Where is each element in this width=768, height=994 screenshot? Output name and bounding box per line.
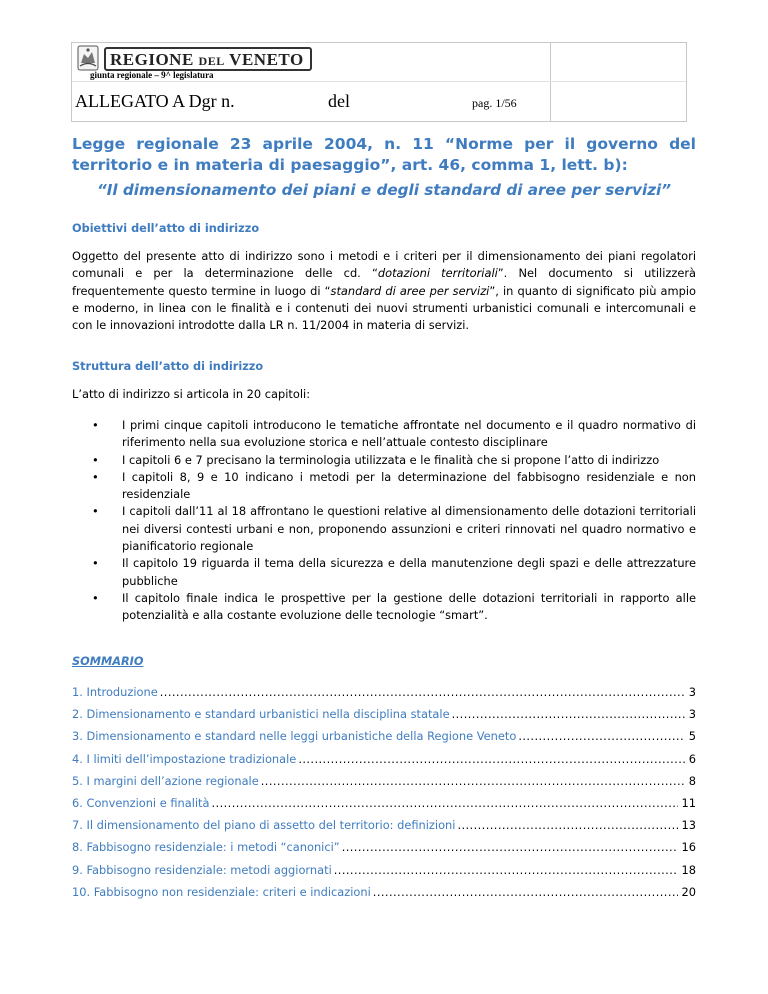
paragraph-emphasis: standard di aree per servizi (330, 283, 490, 298)
bullet-icon: • (92, 556, 99, 571)
toc-entry-title[interactable]: 10. Fabbisogno non residenziale: criteri e indicazioni (72, 884, 371, 899)
toc-entry-title[interactable]: 2. Dimensionamento e standard urbanistici nella disciplina statale (72, 707, 450, 722)
toc-leader (373, 885, 678, 899)
logo-text (110, 50, 304, 70)
header-divider-horizontal (72, 81, 686, 82)
list-item-text: Il capitolo finale indica le prospettive per la gestione delle dotazioni territoriali in rapporto alle potenzialità e alla costante evoluzione delle tecnologie “smart”. (122, 590, 696, 623)
list-item (72, 417, 696, 452)
list-item (72, 469, 696, 504)
toc-entry[interactable] (72, 729, 696, 751)
toc-leader (298, 752, 684, 766)
toc-entry-page: 11 (681, 795, 696, 810)
toc-entry[interactable] (72, 685, 696, 707)
section-intro-struttura: L’atto di indirizzo si articola in 20 capitoli: (72, 387, 311, 401)
paragraph-text: ”, in quanto di significato più ampio e moderno, in linea con le finalità e i contenuti dei nuovi strumenti urbanistici comunali e intercomunali e con le innovazioni introdotte dalla LR n. 11/2004 in materia di servizi. (72, 283, 696, 333)
list-item-text: I capitoli 6 e 7 precisano la terminologia utilizzata e le finalità che si propone l’atto di indirizzo (122, 452, 660, 467)
toc-entry-page: 8 (688, 773, 696, 788)
toc-leader (452, 707, 685, 721)
bullet-icon: • (92, 590, 99, 605)
list-item-text: I capitoli 8, 9 e 10 indicano i metodi per la determinazione del fabbisogno residenziale e non residenziale (122, 469, 696, 502)
toc-entry-title[interactable]: 9. Fabbisogno residenziale: metodi aggiornati (72, 862, 332, 877)
toc-entry[interactable] (72, 796, 696, 818)
table-of-contents (72, 685, 696, 907)
chapter-bullet-list (72, 417, 696, 625)
toc-entry-page: 20 (681, 884, 696, 899)
toc-leader (518, 729, 684, 743)
list-item (72, 503, 696, 555)
giunta-label: giunta regionale – 9^ legislatura (90, 70, 214, 80)
logo-text-del: DEL (198, 54, 225, 68)
toc-entry[interactable] (72, 707, 696, 729)
toc-entry[interactable] (72, 752, 696, 774)
bullet-icon: • (92, 452, 99, 467)
section-heading-obiettivi: Obiettivi dell’atto di indirizzo (72, 222, 260, 235)
toc-entry-title[interactable]: 4. I limiti dell’impostazione tradizionale (72, 751, 297, 766)
logo-text-regione: REGIONE (110, 50, 199, 69)
header-divider-vertical (550, 43, 551, 121)
list-item-text: I capitoli dall’11 al 18 affrontano le questioni relative al dimensionamento delle dotazioni territoriali nei diversi contesti urbani e non, proponendo assunzioni e criteri rinnovati nel quadro normativo e pianificatorio regionale (122, 504, 696, 554)
toc-entry-title[interactable]: 5. I margini dell’azione regionale (72, 773, 259, 788)
toc-leader (342, 840, 678, 854)
bullet-icon: • (92, 418, 99, 432)
list-item (72, 452, 696, 469)
toc-entry-page: 16 (681, 840, 696, 855)
allegato-label: ALLEGATO A Dgr n. (75, 91, 235, 111)
toc-entry-title[interactable]: 1. Introduzione (72, 685, 158, 699)
toc-entry-page: 5 (688, 729, 696, 744)
regione-crest-icon (77, 45, 99, 71)
logo-text-veneto: VENETO (224, 50, 304, 69)
toc-leader (334, 863, 678, 877)
list-item-text: Il capitolo 19 riguarda il tema della sicurezza e della manutenzione degli spazi e delle attrezzature pubbliche (122, 556, 696, 588)
del-label: del (328, 91, 350, 111)
toc-entry[interactable] (72, 774, 696, 796)
toc-entry-page: 3 (688, 707, 696, 722)
page-number: pag. 1/56 (472, 96, 517, 110)
section-heading-struttura: Struttura dell’atto di indirizzo (72, 360, 264, 373)
paragraph-text: Oggetto del presente atto di indirizzo sono i metodi e i criteri per il dimensionamento dei piani regolatori comunali e per la determinazione delle cd. “ (72, 249, 696, 281)
list-item-text: I primi cinque capitoli introducono le tematiche affrontate nel documento e il quadro normativo di riferimento nella sua evoluzione storica e nell’attuale contesto disciplinare (122, 418, 696, 450)
toc-entry-page: 3 (688, 685, 696, 699)
toc-entry[interactable] (72, 818, 696, 840)
regione-veneto-logo (76, 45, 316, 73)
toc-leader (261, 774, 685, 788)
toc-leader (457, 818, 677, 832)
document-title: Legge regionale 23 aprile 2004, n. 11 “Norme per il governo del territorio e in materia di paesaggio”, art. 46, comma 1, lett. b): (72, 135, 696, 174)
toc-entry-page: 13 (681, 818, 696, 833)
bullet-icon: • (92, 469, 99, 484)
toc-entry-title[interactable]: 3. Dimensionamento e standard nelle leggi urbanistiche della Regione Veneto (72, 729, 517, 744)
list-item (72, 590, 696, 625)
section-paragraph-obiettivi (72, 248, 696, 334)
toc-entry-page: 18 (681, 862, 696, 877)
bullet-icon: • (92, 504, 99, 519)
toc-leader (212, 796, 678, 810)
toc-entry[interactable] (72, 885, 696, 907)
toc-entry-title[interactable]: 7. Il dimensionamento del piano di assetto del territorio: definizioni (72, 818, 456, 833)
toc-entry-page: 6 (688, 751, 696, 766)
paragraph-emphasis: dotazioni territoriali (377, 266, 498, 281)
paragraph-text: ”. Nel documento si utilizzerà frequentemente questo termine in luogo di “ (72, 266, 696, 298)
list-item (72, 555, 696, 590)
document-subtitle: “Il dimensionamento dei piani e degli standard di aree per servizi” (96, 181, 672, 199)
toc-entry-title[interactable]: 6. Convenzioni e finalità (72, 795, 210, 810)
sommario-heading: SOMMARIO (72, 655, 144, 668)
toc-entry-title[interactable]: 8. Fabbisogno residenziale: i metodi “canonici” (72, 840, 340, 855)
toc-leader (160, 685, 685, 699)
toc-entry[interactable] (72, 863, 696, 885)
toc-entry[interactable] (72, 840, 696, 862)
